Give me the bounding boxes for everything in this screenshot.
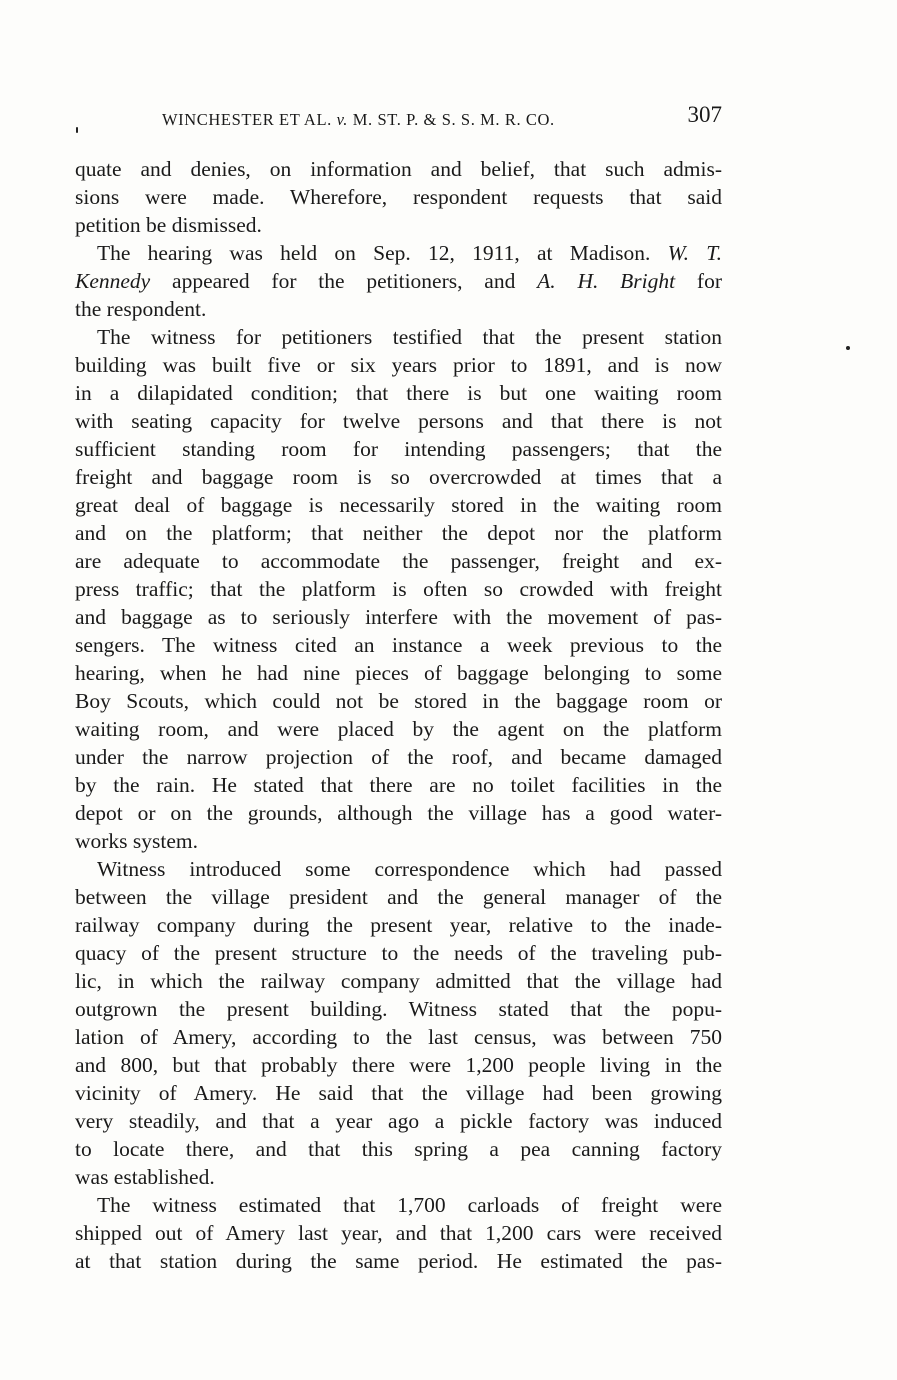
text-line: quacy of the present structure to the needs of the traveling pub- xyxy=(75,941,722,965)
text-line: between the village president and the general manager of the xyxy=(75,885,722,909)
scan-speck xyxy=(846,346,850,350)
text-line: outgrown the present building. Witness stated that the popu- xyxy=(75,997,722,1021)
text-line: shipped out of Amery last year, and that 1,200 cars were received xyxy=(75,1221,722,1245)
text-line: Witness introduced some correspondence which had passed xyxy=(97,857,722,881)
text-line: sengers. The witness cited an instance a week previous to the xyxy=(75,633,722,657)
text-line: petition be dismissed. xyxy=(75,213,262,237)
running-head-prefix: WINCHESTER ET AL. xyxy=(162,110,337,129)
text-line: hearing, when he had nine pieces of baggage belonging to some xyxy=(75,661,722,685)
body-text xyxy=(75,155,722,1275)
text-line: works system. xyxy=(75,829,199,853)
paragraph xyxy=(75,1191,722,1275)
running-head-versus: v. xyxy=(336,110,349,129)
text-line: very steadily, and that a year ago a pickle factory was induced xyxy=(75,1109,722,1133)
text-line: Kennedy appeared for the petitioners, and A. H. Bright for xyxy=(75,269,722,293)
text-line: The witness for petitioners testified that the present station xyxy=(97,325,722,349)
text-line: quate and denies, on information and belief, that such admis- xyxy=(75,157,722,181)
text-line: sufficient standing room for intending passengers; that the xyxy=(75,437,722,461)
running-head xyxy=(162,110,555,130)
text-line: to locate there, and that this spring a pea canning factory xyxy=(75,1137,722,1161)
paragraph xyxy=(75,323,722,855)
paragraph xyxy=(75,239,722,323)
text-line: are adequate to accommodate the passenger, freight and ex- xyxy=(75,549,722,573)
text-line: building was built five or six years prior to 1891, and is now xyxy=(75,353,722,377)
text-line: by the rain. He stated that there are no toilet facilities in the xyxy=(75,773,722,797)
text-line: waiting room, and were placed by the agent on the platform xyxy=(75,717,722,741)
text-line: lic, in which the railway company admitted that the village had xyxy=(75,969,722,993)
text-line: great deal of baggage is necessarily stored in the waiting room xyxy=(75,493,722,517)
text-line: The witness estimated that 1,700 carloads of freight were xyxy=(97,1193,722,1217)
text-line: and 800, but that probably there were 1,200 people living in the xyxy=(75,1053,722,1077)
text-line: and on the platform; that neither the depot nor the platform xyxy=(75,521,722,545)
text-line: and baggage as to seriously interfere with the movement of pas- xyxy=(75,605,722,629)
text-line: with seating capacity for twelve persons and that there is not xyxy=(75,409,722,433)
text-line: The hearing was held on Sep. 12, 1911, at Madison. W. T. xyxy=(97,241,722,265)
text-line: the respondent. xyxy=(75,297,207,321)
text-line: in a dilapidated condition; that there is but one waiting room xyxy=(75,381,722,405)
running-head-suffix: M. ST. P. & S. S. M. R. CO. xyxy=(348,110,555,129)
text-line: was established. xyxy=(75,1165,215,1189)
page-number: 307 xyxy=(687,102,722,127)
text-line: Boy Scouts, which could not be stored in the baggage room or xyxy=(75,689,722,713)
text-line: lation of Amery, according to the last census, was between 750 xyxy=(75,1025,722,1049)
text-line: railway company during the present year, relative to the inade- xyxy=(75,913,722,937)
scan-speck xyxy=(76,127,78,133)
text-line: freight and baggage room is so overcrowded at times that a xyxy=(75,465,722,489)
text-line: sions were made. Wherefore, respondent requests that said xyxy=(75,185,722,209)
text-line: press traffic; that the platform is often so crowded with freight xyxy=(75,577,722,601)
text-line: at that station during the same period. He estimated the pas- xyxy=(75,1249,722,1273)
text-line: under the narrow projection of the roof, and became damaged xyxy=(75,745,722,769)
page-header xyxy=(76,100,722,136)
text-line: depot or on the grounds, although the village has a good water- xyxy=(75,801,722,825)
text-line: vicinity of Amery. He said that the village had been growing xyxy=(75,1081,722,1105)
paragraph xyxy=(75,155,722,239)
paragraph xyxy=(75,855,722,1191)
